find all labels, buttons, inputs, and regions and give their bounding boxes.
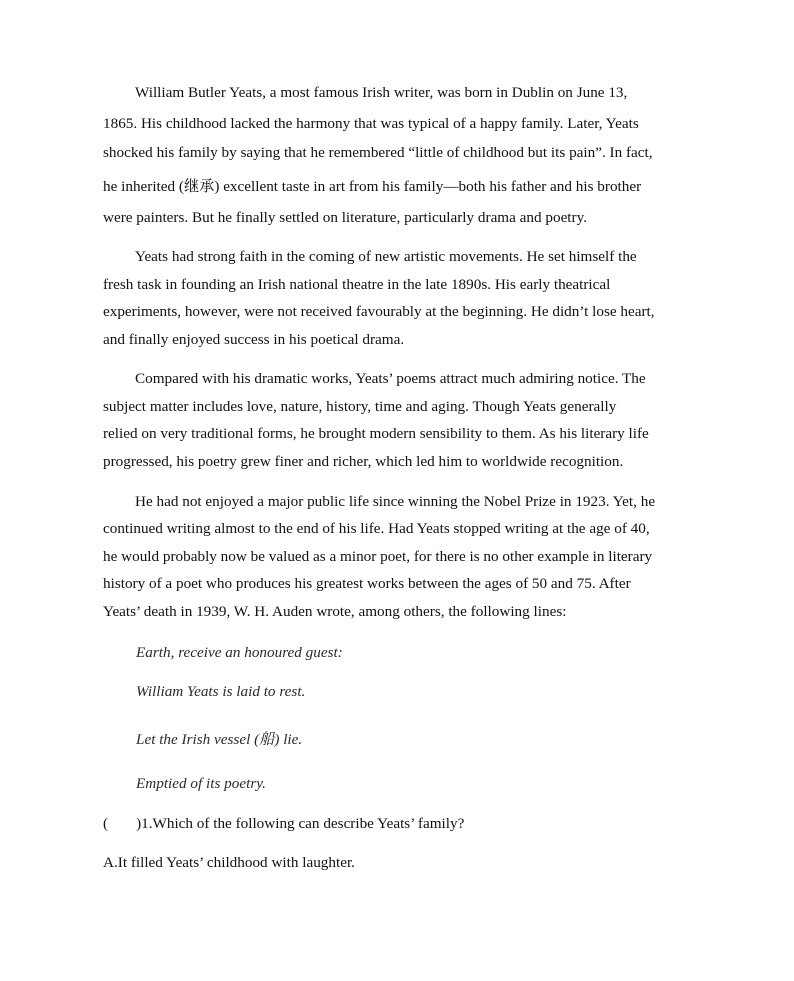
question-1 (103, 815, 464, 833)
paragraph-4-line-3: he would probably now be valued as a minor poet, for there is no other example in literary (103, 548, 653, 565)
paragraph-3-line-1: Compared with his dramatic works, Yeats’ poems attract much admiring notice. The (135, 370, 646, 387)
paragraph-4 (103, 493, 693, 621)
poem-line-1: Earth, receive an honoured guest: (136, 644, 343, 661)
paragraph-3-line-4: progressed, his poetry grew finer and richer, which led him to worldwide recognition. (103, 453, 624, 470)
paragraph-2-line-2: fresh task in founding an Irish national theatre in the late 1890s. His early theatrical (103, 276, 611, 293)
poem-line-2: William Yeats is laid to rest. (136, 683, 306, 700)
paragraph-4-line-1: He had not enjoyed a major public life since winning the Nobel Prize in 1923. Yet, he (135, 493, 656, 510)
paragraph-1-line-1: William Butler Yeats, a most famous Irish writer, was born in Dublin on June 13, (135, 84, 628, 101)
paragraph-4-line-5: Yeats’ death in 1939, W. H. Auden wrote, among others, the following lines: (103, 603, 567, 620)
paragraph-1-line-2: 1865. His childhood lacked the harmony that was typical of a happy family. Later, Yeats (103, 115, 639, 132)
paragraph-2 (103, 248, 693, 349)
paragraph-1 (103, 84, 693, 227)
question-1-text: )1.Which of the following can describe Yeats’ family? (136, 815, 465, 832)
poem-line-4: Emptied of its poetry. (136, 775, 266, 792)
paragraph-3-line-3: relied on very traditional forms, he brought modern sensibility to them. As his literary life (103, 425, 649, 442)
paragraph-2-line-1: Yeats had strong faith in the coming of new artistic movements. He set himself the (135, 248, 637, 265)
poem-line-3: Let the Irish vessel (船) lie. (136, 731, 303, 748)
answer-bracket-open: ( (103, 815, 109, 832)
paragraph-2-line-4: and finally enjoyed success in his poetical drama. (103, 331, 405, 348)
paragraph-3 (103, 370, 693, 471)
paragraph-3-line-2: subject matter includes love, nature, history, time and aging. Though Yeats generally (103, 398, 617, 415)
paragraph-1-line-5: were painters. But he finally settled on literature, particularly drama and poetry. (103, 209, 587, 226)
paragraph-2-line-3: experiments, however, were not received favourably at the beginning. He didn’t lose heart, (103, 303, 655, 320)
paragraph-1-line-3: shocked his family by saying that he remembered “little of childhood but its pain”. In fact, (103, 144, 653, 161)
paragraph-1-line-4: he inherited (继承) excellent taste in art from his family—both his father and his brother (103, 178, 642, 195)
paragraph-4-line-2: continued writing almost to the end of his life. Had Yeats stopped writing at the age of 40, (103, 520, 650, 537)
paragraph-4-line-4: history of a poet who produces his greatest works between the ages of 50 and 75. After (103, 575, 631, 592)
question-1-option-a: A.It filled Yeats’ childhood with laughter. (103, 854, 355, 871)
